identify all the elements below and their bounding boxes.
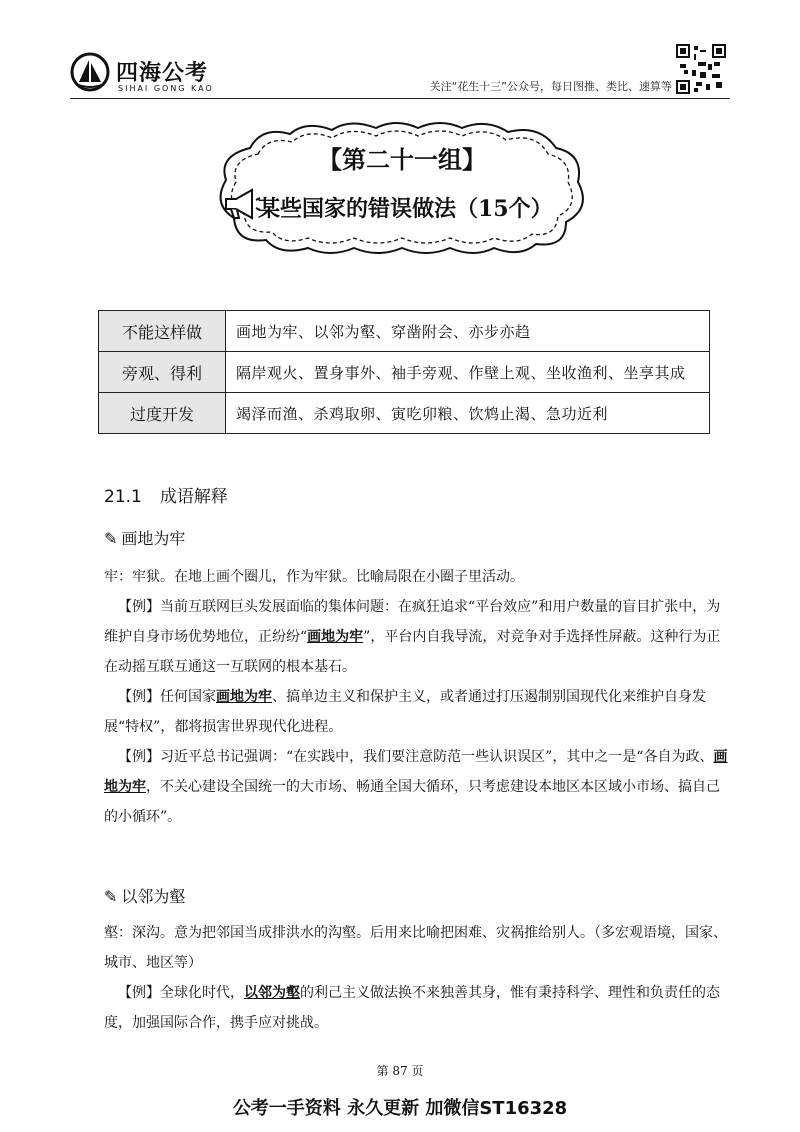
category-cell: 不能这样做 — [99, 311, 226, 352]
section-heading — [104, 482, 228, 507]
example-paragraph — [104, 978, 728, 1038]
example-text: ”，平台内自我导流，对竞争对手选择性屏蔽。这种行为正在动摇互联互通这一互联网的根本基石。 — [104, 629, 721, 675]
sailboat-logo-icon — [70, 52, 110, 92]
footer-banner: 公考一手资料 永久更新 加微信ST16328 — [232, 1098, 568, 1119]
logo-subtext: SIHAI GONG KAO — [118, 84, 214, 93]
table-row — [99, 352, 710, 393]
example-text: 【例】任何国家 — [118, 689, 216, 705]
term-definition: 壑：深沟。意为把邻国当成排洪水的沟壑。后用来比喻把困难、灾祸推给别人。（多宏观语境，国家、城市、地区等） — [104, 925, 727, 971]
group-title: 【第二十一组】 — [318, 145, 486, 174]
section-number: 21.1 — [104, 487, 142, 507]
header-divider — [70, 98, 730, 99]
logo-text: 四海公考 — [116, 61, 209, 86]
example-paragraph — [104, 592, 728, 682]
pencil-icon: ✎ — [104, 887, 118, 906]
page-number: 第 87 页 — [376, 1064, 424, 1078]
idioms-cell: 隔岸观火、置身事外、袖手旁观、作壁上观、坐收渔利、坐享其成 — [226, 352, 710, 393]
group-subtitle: 某些国家的错误做法（15个） — [258, 196, 553, 222]
qr-code-icon — [676, 44, 726, 94]
example-paragraph — [104, 682, 728, 742]
term-definition: 牢：牢狱。在地上画个圈儿，作为牢狱。比喻局限在小圈子里活动。 — [104, 569, 524, 585]
example-keyword: 画地为牢 — [216, 689, 272, 705]
example-text: 【例】当前互联网巨头发展面临的集体问题：在疯狂追求“平台效应”和用户数量的盲目扩张中，为维护自身市场优势地位，正纷纷“ — [104, 599, 721, 645]
category-cell: 过度开发 — [99, 393, 226, 434]
pencil-icon: ✎ — [104, 529, 118, 548]
table-row — [99, 311, 710, 352]
term-heading — [104, 526, 185, 549]
idioms-cell: 竭泽而渔、杀鸡取卵、寅吃卯粮、饮鸩止渴、急功近利 — [226, 393, 710, 434]
example-keyword: 以邻为壑 — [244, 985, 300, 1001]
example-text: ，不关心建设全国统一的大市场、畅通全国大循环，只考虑建设本地区本区域小市场、搞自己的小循环”。 — [104, 779, 720, 825]
example-text: 的利己主义做法换不来独善其身，惟有秉持科学、理性和负责任的态度，加强国际合作，携手应对挑战。 — [104, 985, 720, 1031]
cloud-title-frame — [210, 118, 594, 258]
header-note: 关注“花生十三”公众号，每日图推、类比、速算等 — [429, 80, 672, 93]
table-row — [99, 393, 710, 434]
term-name: 以邻为壑 — [121, 887, 186, 906]
example-text: 【例】全球化时代， — [118, 985, 244, 1001]
example-text: 、搞单边主义和保护主义，或者通过打压遏制别国现代化来维护自身发展“特权”，都将损害世界现代化进程。 — [104, 689, 706, 735]
megaphone-icon — [222, 186, 262, 222]
term-name: 画地为牢 — [121, 529, 186, 548]
category-cell: 旁观、得利 — [99, 352, 226, 393]
example-text: 【例】习近平总书记强调：“在实践中，我们要注意防范一些认识误区”，其中之一是“各自为政、 — [118, 749, 714, 765]
summary-table — [98, 310, 710, 434]
example-keyword: 画地为牢 — [104, 749, 728, 795]
term-heading — [104, 884, 185, 907]
idioms-cell: 画地为牢、以邻为壑、穿凿附会、亦步亦趋 — [226, 311, 710, 352]
logo — [70, 52, 230, 98]
example-paragraph — [104, 742, 728, 832]
example-keyword: 画地为牢 — [307, 629, 364, 645]
section-title: 成语解释 — [159, 487, 228, 507]
